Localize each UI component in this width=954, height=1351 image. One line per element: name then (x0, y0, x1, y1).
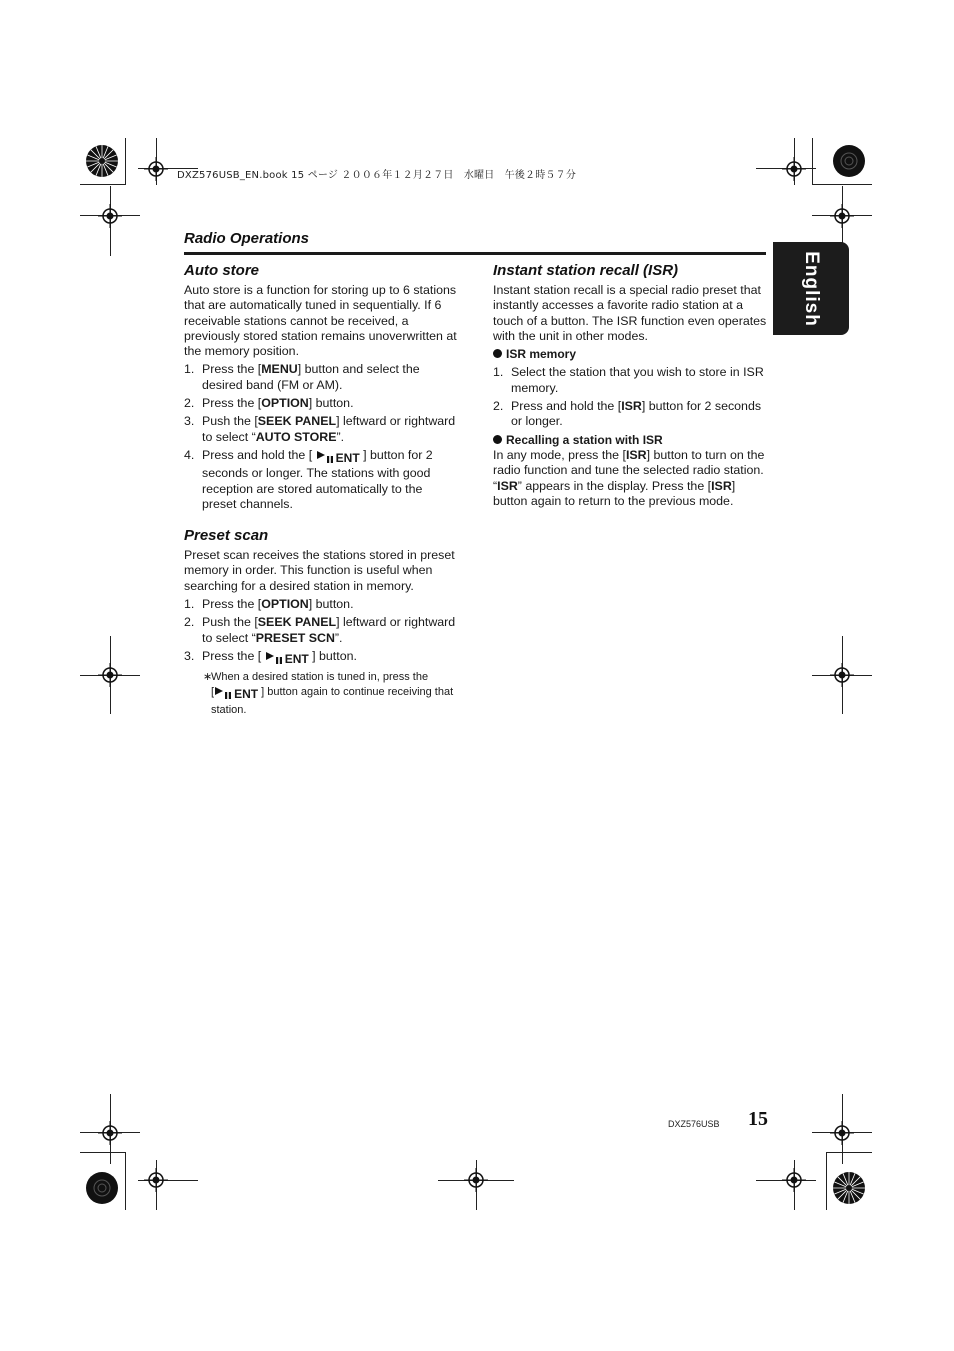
play-pause-icon (214, 686, 234, 700)
play-pause-icon (316, 450, 336, 464)
footer-model: DXZ576USB (668, 1119, 720, 1129)
bullet-icon (493, 435, 502, 444)
starburst-target-icon (85, 1171, 119, 1205)
registration-mark-icon (98, 663, 122, 687)
step-item: 3. Press the [ ENT ] button. (184, 648, 357, 666)
auto-store-steps (184, 362, 460, 512)
isr-heading: Instant station recall (ISR) (493, 262, 679, 279)
registration-mark-icon (782, 157, 806, 181)
registration-mark-icon (144, 1168, 168, 1192)
registration-mark-icon (98, 1121, 122, 1145)
preset-scan-heading: Preset scan (184, 527, 269, 545)
play-pause-ent-key: ENT (265, 651, 309, 667)
isr-recall-heading: Recalling a station with ISR (493, 433, 769, 448)
registration-mark-icon (144, 157, 168, 181)
starburst-target-icon (832, 1171, 866, 1205)
isr-intro: Instant station recall is a special radio preset that instantly accesses a favorite radio station at a touch of a button. The ISR function even operates with the unit in other modes. (493, 283, 767, 343)
section-divider (184, 252, 766, 255)
left-column (184, 262, 460, 718)
preset-scan-note: ∗ When a desired station is tuned in, press the [ ENT ] button again to continue receiving that station. (203, 671, 454, 716)
step-item: 3. Push the [SEEK PANEL] leftward or rightward to select “AUTO STORE”. (184, 414, 456, 444)
step-item: 1. Press the [OPTION] button. (184, 597, 354, 612)
language-tab-label: English (801, 250, 822, 327)
step-item: 2. Push the [SEEK PANEL] leftward or rightward to select “PRESET SCN”. (184, 615, 456, 645)
isr-section (493, 262, 769, 509)
registration-mark-icon (830, 1121, 854, 1145)
button-name: SEEK PANEL (257, 414, 337, 429)
auto-store-section (184, 262, 460, 512)
starburst-target-icon (832, 144, 866, 178)
button-name: OPTION (261, 597, 309, 612)
button-name: SEEK PANEL (257, 615, 337, 630)
isr-recall-text: In any mode, press the [ISR] button to turn on the radio function and tune the selected radio station. “ISR” appears in the display. Press the [ISR] button again to return to the previous mode. (493, 447, 765, 508)
step-item: 2. Press and hold the [ISR] button for 2 seconds or longer. (493, 399, 762, 429)
auto-store-intro: Auto store is a function for storing up to 6 stations that are automatically tuned in sequentially. If 6 receivable stations cannot be received, a previously stored station remains unoverwritten at the memory position. (184, 283, 457, 359)
right-column (493, 262, 769, 509)
language-tab (773, 242, 849, 335)
starburst-target-icon (85, 144, 119, 178)
step-item: 2. Press the [OPTION] button. (184, 396, 354, 411)
menu-option-name: AUTO STORE (255, 429, 337, 444)
registration-mark-icon (830, 663, 854, 687)
step-item: 4. Press and hold the [ ENT ] button for 2 seconds or longer. The stations with good reception are stored automatically to the preset channels. (184, 447, 433, 511)
preset-scan-intro: Preset scan receives the stations stored in preset memory in order. This function is useful when searching for a desired station in memory. (184, 548, 455, 593)
print-header: DXZ576USB_EN.book 15 ページ ２００６年１２月２７日 水曜日 午後２時５７分 (177, 170, 577, 181)
note-asterisk: ∗ (203, 671, 213, 684)
play-pause-icon (265, 651, 285, 665)
button-name: ISR (621, 399, 642, 414)
registration-mark-icon (830, 204, 854, 228)
button-name: MENU (261, 362, 298, 377)
isr-memory-heading: ISR memory (493, 347, 769, 362)
preset-scan-steps (184, 597, 460, 667)
page-number: 15 (748, 1108, 768, 1130)
step-item: 1. Press the [MENU] button and select the desired band (FM or AM). (184, 362, 420, 392)
preset-scan-section (184, 527, 460, 717)
registration-mark-icon (782, 1168, 806, 1192)
play-pause-ent-key: ENT (316, 450, 360, 466)
registration-mark-icon (98, 204, 122, 228)
bullet-icon (493, 349, 502, 358)
menu-option-name: PRESET SCN (255, 630, 335, 645)
registration-mark-icon (464, 1168, 488, 1192)
button-name: OPTION (261, 396, 309, 411)
section-title: Radio Operations (184, 230, 310, 247)
step-item: 1. Select the station that you wish to store in ISR memory. (493, 365, 764, 395)
play-pause-ent-key: ENT (214, 686, 258, 703)
isr-memory-steps (493, 365, 769, 429)
auto-store-heading: Auto store (184, 262, 259, 279)
